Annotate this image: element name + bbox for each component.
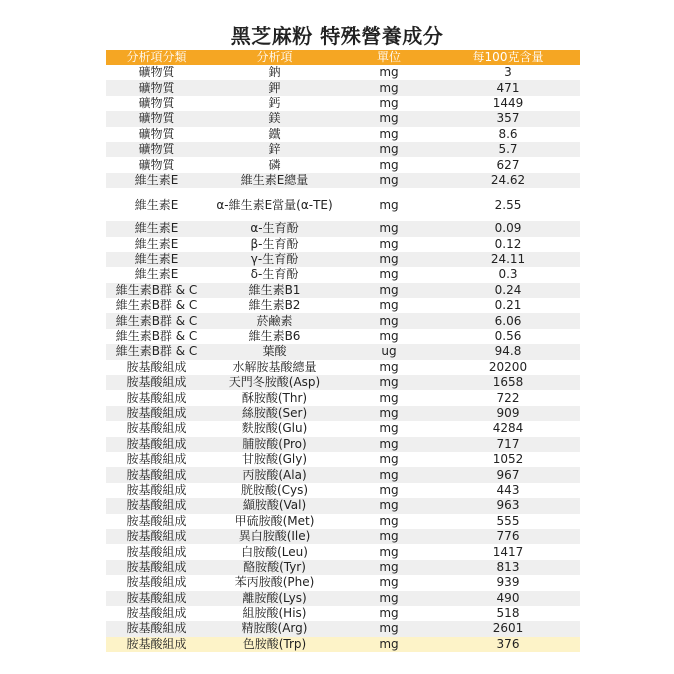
cell-item: 鎂 — [207, 111, 342, 126]
cell-unit: mg — [342, 65, 436, 80]
cell-value: 24.62 — [436, 173, 580, 188]
cell-unit: mg — [342, 329, 436, 344]
cell-value: 5.7 — [436, 142, 580, 157]
nutrition-table — [106, 50, 580, 652]
cell-unit: mg — [342, 375, 436, 390]
cell-unit: ug — [342, 344, 436, 359]
table-row — [106, 80, 580, 95]
cell-unit: mg — [342, 498, 436, 513]
cell-item: 鈣 — [207, 96, 342, 111]
cell-unit: mg — [342, 221, 436, 236]
table-header — [106, 50, 580, 65]
table-row — [106, 390, 580, 405]
cell-unit: mg — [342, 390, 436, 405]
cell-value: 0.56 — [436, 329, 580, 344]
cell-category: 維生素E — [106, 237, 207, 252]
cell-item: 葉酸 — [207, 344, 342, 359]
cell-value: 813 — [436, 560, 580, 575]
cell-unit: mg — [342, 360, 436, 375]
header-item: 分析項 — [207, 50, 342, 65]
cell-unit: mg — [342, 514, 436, 529]
cell-category: 胺基酸組成 — [106, 529, 207, 544]
table-row — [106, 606, 580, 621]
cell-category: 胺基酸組成 — [106, 575, 207, 590]
cell-item: 鋅 — [207, 142, 342, 157]
cell-value: 20200 — [436, 360, 580, 375]
cell-unit: mg — [342, 252, 436, 267]
cell-category: 維生素B群 & C — [106, 313, 207, 328]
table-row — [106, 421, 580, 436]
page-title: 黑芝麻粉 特殊營養成分 — [230, 24, 444, 48]
cell-value: 490 — [436, 591, 580, 606]
cell-category: 胺基酸組成 — [106, 606, 207, 621]
cell-item: 酥胺酸(Thr) — [207, 390, 342, 405]
cell-item: 水解胺基酸總量 — [207, 360, 342, 375]
cell-item: 甘胺酸(Gly) — [207, 452, 342, 467]
table-row — [106, 267, 580, 282]
cell-category: 礦物質 — [106, 96, 207, 111]
table-row — [106, 96, 580, 111]
table-row — [106, 591, 580, 606]
cell-category: 礦物質 — [106, 157, 207, 172]
cell-item: 維生素B1 — [207, 283, 342, 298]
cell-category: 維生素E — [106, 188, 207, 221]
nutrition-table-container — [106, 50, 580, 652]
cell-value: 0.12 — [436, 237, 580, 252]
cell-category: 胺基酸組成 — [106, 421, 207, 436]
table-row — [106, 344, 580, 359]
cell-item: 離胺酸(Lys) — [207, 591, 342, 606]
table-row — [106, 375, 580, 390]
cell-value: 3 — [436, 65, 580, 80]
cell-value: 1449 — [436, 96, 580, 111]
table-row — [106, 127, 580, 142]
cell-item: γ-生育酚 — [207, 252, 342, 267]
cell-unit: mg — [342, 313, 436, 328]
cell-value: 471 — [436, 80, 580, 95]
table-row — [106, 621, 580, 636]
cell-unit: mg — [342, 80, 436, 95]
table-row — [106, 237, 580, 252]
cell-item: 磷 — [207, 157, 342, 172]
cell-unit: mg — [342, 560, 436, 575]
cell-item: 鉀 — [207, 80, 342, 95]
cell-value: 4284 — [436, 421, 580, 436]
cell-value: 94.8 — [436, 344, 580, 359]
cell-category: 維生素E — [106, 173, 207, 188]
cell-item: α-維生素E當量(α-TE) — [207, 188, 342, 221]
cell-item: α-生育酚 — [207, 221, 342, 236]
cell-item: 絲胺酸(Ser) — [207, 406, 342, 421]
cell-item: 鐵 — [207, 127, 342, 142]
cell-category: 胺基酸組成 — [106, 560, 207, 575]
cell-value: 627 — [436, 157, 580, 172]
cell-unit: mg — [342, 529, 436, 544]
cell-category: 胺基酸組成 — [106, 406, 207, 421]
cell-category: 礦物質 — [106, 65, 207, 80]
cell-item: 精胺酸(Arg) — [207, 621, 342, 636]
cell-value: 722 — [436, 390, 580, 405]
cell-unit: mg — [342, 637, 436, 652]
cell-value: 1417 — [436, 544, 580, 559]
cell-unit: mg — [342, 591, 436, 606]
cell-unit: mg — [342, 127, 436, 142]
cell-value: 1052 — [436, 452, 580, 467]
cell-category: 維生素B群 & C — [106, 298, 207, 313]
table-row — [106, 221, 580, 236]
cell-category: 胺基酸組成 — [106, 498, 207, 513]
table-row — [106, 360, 580, 375]
table-row — [106, 65, 580, 80]
cell-unit: mg — [342, 237, 436, 252]
cell-item: 天門冬胺酸(Asp) — [207, 375, 342, 390]
cell-item: 纈胺酸(Val) — [207, 498, 342, 513]
cell-category: 礦物質 — [106, 111, 207, 126]
cell-value: 0.21 — [436, 298, 580, 313]
cell-unit: mg — [342, 606, 436, 621]
cell-item: 鈉 — [207, 65, 342, 80]
table-row — [106, 437, 580, 452]
cell-value: 2.55 — [436, 188, 580, 221]
table-row — [106, 157, 580, 172]
cell-category: 維生素B群 & C — [106, 329, 207, 344]
table-row — [106, 142, 580, 157]
cell-category: 維生素B群 & C — [106, 283, 207, 298]
cell-unit: mg — [342, 188, 436, 221]
cell-value: 717 — [436, 437, 580, 452]
cell-value: 518 — [436, 606, 580, 621]
cell-category: 胺基酸組成 — [106, 544, 207, 559]
cell-category: 維生素E — [106, 221, 207, 236]
cell-item: 維生素E總量 — [207, 173, 342, 188]
table-row — [106, 637, 580, 652]
cell-value: 6.06 — [436, 313, 580, 328]
cell-category: 胺基酸組成 — [106, 637, 207, 652]
cell-value: 0.24 — [436, 283, 580, 298]
cell-value: 1658 — [436, 375, 580, 390]
cell-category: 胺基酸組成 — [106, 375, 207, 390]
cell-unit: mg — [342, 142, 436, 157]
cell-value: 2601 — [436, 621, 580, 636]
table-row — [106, 313, 580, 328]
cell-unit: mg — [342, 421, 436, 436]
cell-item: 色胺酸(Trp) — [207, 637, 342, 652]
cell-unit: mg — [342, 406, 436, 421]
table-row — [106, 544, 580, 559]
table-row — [106, 452, 580, 467]
cell-unit: mg — [342, 267, 436, 282]
table-row — [106, 483, 580, 498]
cell-unit: mg — [342, 298, 436, 313]
cell-item: 酪胺酸(Tyr) — [207, 560, 342, 575]
table-row — [106, 329, 580, 344]
table-row — [106, 406, 580, 421]
cell-category: 維生素E — [106, 252, 207, 267]
table-row — [106, 575, 580, 590]
cell-value: 0.3 — [436, 267, 580, 282]
cell-unit: mg — [342, 173, 436, 188]
table-row — [106, 173, 580, 188]
header-category: 分析項分類 — [106, 50, 207, 65]
cell-category: 胺基酸組成 — [106, 390, 207, 405]
cell-item: β-生育酚 — [207, 237, 342, 252]
cell-value: 443 — [436, 483, 580, 498]
cell-item: 白胺酸(Leu) — [207, 544, 342, 559]
table-row — [106, 498, 580, 513]
cell-value: 8.6 — [436, 127, 580, 142]
cell-category: 礦物質 — [106, 142, 207, 157]
cell-category: 胺基酸組成 — [106, 514, 207, 529]
cell-unit: mg — [342, 111, 436, 126]
table-row — [106, 188, 580, 221]
cell-unit: mg — [342, 452, 436, 467]
cell-value: 963 — [436, 498, 580, 513]
cell-item: 維生素B2 — [207, 298, 342, 313]
cell-category: 礦物質 — [106, 127, 207, 142]
cell-item: 脯胺酸(Pro) — [207, 437, 342, 452]
cell-item: 甲硫胺酸(Met) — [207, 514, 342, 529]
cell-unit: mg — [342, 437, 436, 452]
cell-category: 礦物質 — [106, 80, 207, 95]
cell-category: 維生素B群 & C — [106, 344, 207, 359]
table-row — [106, 111, 580, 126]
table-row — [106, 529, 580, 544]
cell-unit: mg — [342, 544, 436, 559]
cell-value: 776 — [436, 529, 580, 544]
cell-item: 麩胺酸(Glu) — [207, 421, 342, 436]
cell-item: 丙胺酸(Ala) — [207, 467, 342, 482]
header-value: 每100克含量 — [436, 50, 580, 65]
cell-category: 胺基酸組成 — [106, 483, 207, 498]
cell-item: 苯丙胺酸(Phe) — [207, 575, 342, 590]
header-row — [106, 50, 580, 65]
cell-value: 967 — [436, 467, 580, 482]
cell-value: 0.09 — [436, 221, 580, 236]
cell-value: 555 — [436, 514, 580, 529]
table-row — [106, 467, 580, 482]
table-row — [106, 283, 580, 298]
cell-item: δ-生育酚 — [207, 267, 342, 282]
cell-value: 357 — [436, 111, 580, 126]
cell-unit: mg — [342, 283, 436, 298]
cell-category: 胺基酸組成 — [106, 467, 207, 482]
cell-unit: mg — [342, 483, 436, 498]
cell-category: 胺基酸組成 — [106, 437, 207, 452]
table-row — [106, 298, 580, 313]
table-row — [106, 252, 580, 267]
cell-unit: mg — [342, 157, 436, 172]
cell-value: 939 — [436, 575, 580, 590]
cell-category: 胺基酸組成 — [106, 360, 207, 375]
table-row — [106, 560, 580, 575]
cell-value: 24.11 — [436, 252, 580, 267]
cell-unit: mg — [342, 575, 436, 590]
table-body — [106, 65, 580, 652]
header-unit: 單位 — [342, 50, 436, 65]
cell-item: 胱胺酸(Cys) — [207, 483, 342, 498]
cell-category: 胺基酸組成 — [106, 452, 207, 467]
table-row — [106, 514, 580, 529]
cell-category: 胺基酸組成 — [106, 591, 207, 606]
cell-value: 909 — [436, 406, 580, 421]
cell-value: 376 — [436, 637, 580, 652]
cell-item: 菸鹼素 — [207, 313, 342, 328]
cell-item: 組胺酸(His) — [207, 606, 342, 621]
cell-item: 異白胺酸(Ile) — [207, 529, 342, 544]
cell-category: 胺基酸組成 — [106, 621, 207, 636]
cell-unit: mg — [342, 621, 436, 636]
cell-category: 維生素E — [106, 267, 207, 282]
cell-item: 維生素B6 — [207, 329, 342, 344]
cell-unit: mg — [342, 467, 436, 482]
cell-unit: mg — [342, 96, 436, 111]
